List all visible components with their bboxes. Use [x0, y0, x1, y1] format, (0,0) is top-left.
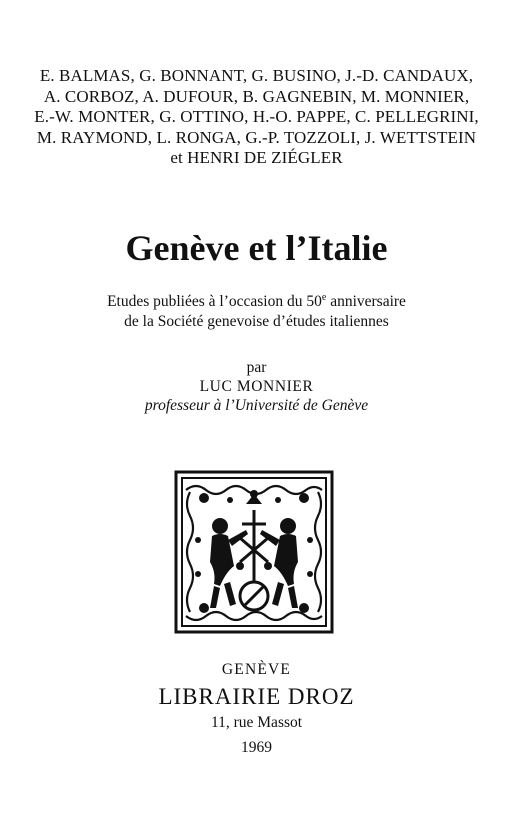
author-line: A. CORBOZ, A. DUFOUR, B. GAGNEBIN, M. MONNIER, [43, 86, 470, 106]
editor-block [0, 358, 513, 415]
author-line: M. RAYMOND, L. RONGA, G.-P. TOZZOLI, J. WETTSTEIN [36, 127, 477, 147]
publisher-name: LIBRAIRIE DROZ [158, 684, 355, 709]
publication-year: 1969 [241, 739, 272, 756]
editor-name: LUC MONNIER [199, 378, 314, 395]
publisher-city: GENÈVE [221, 661, 292, 678]
printer-mark-seal-icon [174, 470, 334, 634]
author-line: E.-W. MONTER, G. OTTINO, H.-O. PAPPE, C. PELLEGRINI, [34, 107, 479, 126]
publisher-address: 11, rue Massot [210, 714, 303, 731]
subtitle-line: de la Société genevoise d’études italiennes [124, 313, 389, 331]
author-list [0, 66, 513, 169]
publisher-block [0, 660, 513, 759]
book-subtitle [0, 288, 513, 332]
ordinal-superscript: e [321, 292, 327, 303]
book-title: Genève et l’Italie [125, 228, 388, 268]
editor-role: professeur à l’Université de Genève [144, 397, 369, 414]
by-label: par [246, 359, 267, 376]
author-line: et HENRI DE ZIÉGLER [170, 148, 343, 167]
subtitle-line [0, 288, 513, 312]
subtitle-line-1: Etudes publiées à l’occasion du 50e anniversaire [107, 292, 406, 311]
author-line: E. BALMAS, G. BONNANT, G. BUSINO, J.-D. CANDAUX, [39, 66, 474, 85]
